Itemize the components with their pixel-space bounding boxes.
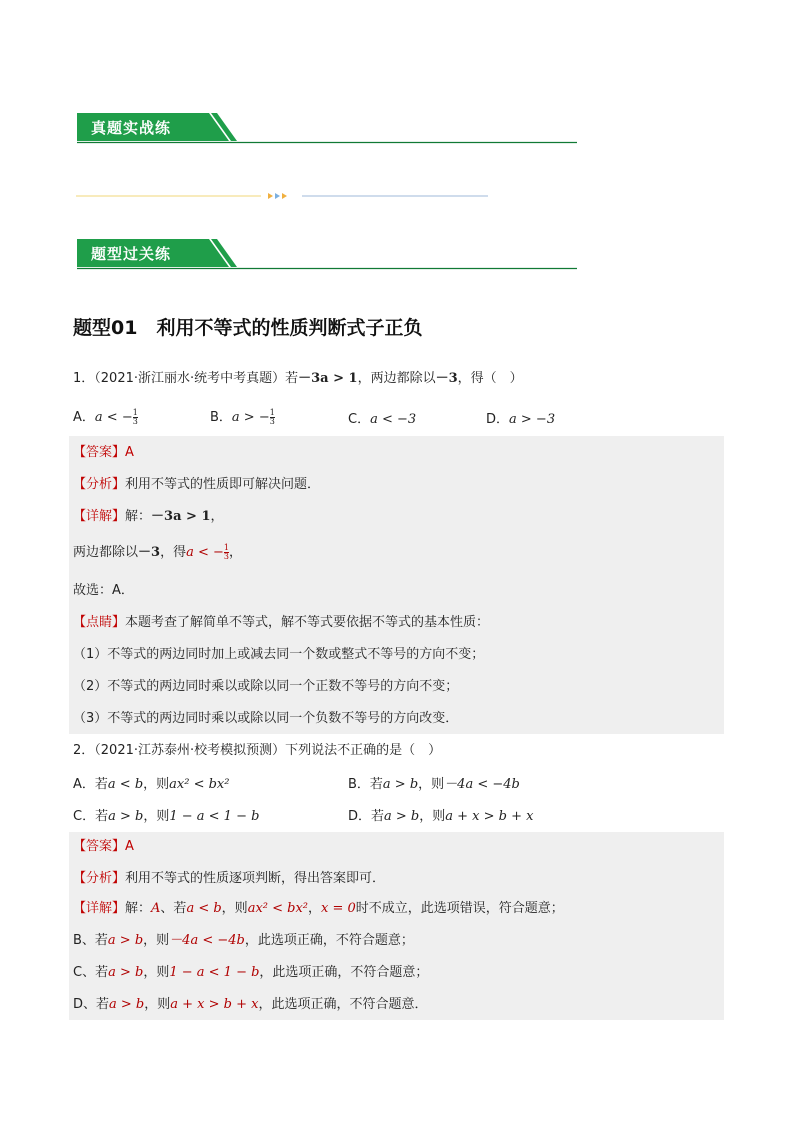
- q1-rule-2: （2）不等式的两边同时乘以或除以同一个正数不等号的方向不变；: [73, 679, 459, 694]
- q2-option-c[interactable]: C．若a > b，则1 − a < 1 − b: [73, 809, 260, 824]
- q1-analysis: 【分析】利用不等式的性质即可解决问题．: [73, 477, 321, 492]
- q2-answer: 【答案】A: [73, 839, 134, 854]
- q1-option-b[interactable]: B．a > − $\frac{1}{3}$: [210, 408, 275, 426]
- q1-rule-3: （3）不等式的两边同时乘以或除以同一个负数不等号的方向改变．: [73, 711, 459, 726]
- q2-detail-b: B、若a > b，则－4a < −4b，此选项正确，不符合题意；: [73, 933, 414, 948]
- q2-option-b[interactable]: B．若a > b，则－4a < −4b: [348, 777, 520, 792]
- q2-solution-panel: [69, 832, 724, 1020]
- q2-option-d[interactable]: D．若a > b，则a + x > b + x: [348, 809, 534, 824]
- q2-detail-a: 【详解】解：A、若a < b，则ax² < bx²，x = 0时不成立，此选项错误，符合题意；: [73, 901, 564, 916]
- q1-rule-1: （1）不等式的两边同时加上或减去同一个数或整式不等号的方向不变；: [73, 647, 485, 662]
- q1-choice: 故选：A．: [73, 583, 134, 598]
- decorative-divider: [76, 188, 488, 204]
- q1-comment: 【点睛】本题考查了解简单不等式，解不等式要依据不等式的基本性质：: [73, 615, 490, 630]
- section-banner-real-exam: [77, 110, 577, 144]
- section-banner-practice: [77, 236, 577, 270]
- q1-option-a[interactable]: A．a < − $\frac{1}{3}$: [73, 408, 138, 426]
- q2-stem: 2．（2021·江苏泰州·校考模拟预测）下列说法不正确的是（ ）: [73, 743, 442, 758]
- q1-detail: 【详解】解：－3a > 1，: [73, 509, 224, 524]
- q1-detail-step: 两边都除以－3，得a < − $\frac{1}{3}$ ，: [73, 543, 242, 561]
- q2-detail-c: C、若a > b，则1 − a < 1 − b，此选项正确，不符合题意；: [73, 965, 429, 980]
- q1-stem: 1．（2021·浙江丽水·统考中考真题）若－3a > 1，两边都除以－3，得（ ）: [73, 371, 523, 386]
- q2-detail-d: D、若a > b，则a + x > b + x，此选项正确，不符合题意．: [73, 997, 428, 1012]
- banner-title: 题型过关练: [91, 245, 172, 263]
- question-type-heading: 题型01 利用不等式的性质判断式子正负: [73, 317, 423, 339]
- q1-option-d[interactable]: D．a > −3: [486, 412, 556, 427]
- q1-option-c[interactable]: C．a < −3: [348, 412, 417, 427]
- q2-analysis: 【分析】利用不等式的性质逐项判断，得出答案即可．: [73, 871, 386, 886]
- q2-option-a[interactable]: A．若a < b，则ax² < bx²: [73, 777, 230, 792]
- banner-title: 真题实战练: [91, 119, 172, 137]
- q1-answer: 【答案】A: [73, 445, 134, 460]
